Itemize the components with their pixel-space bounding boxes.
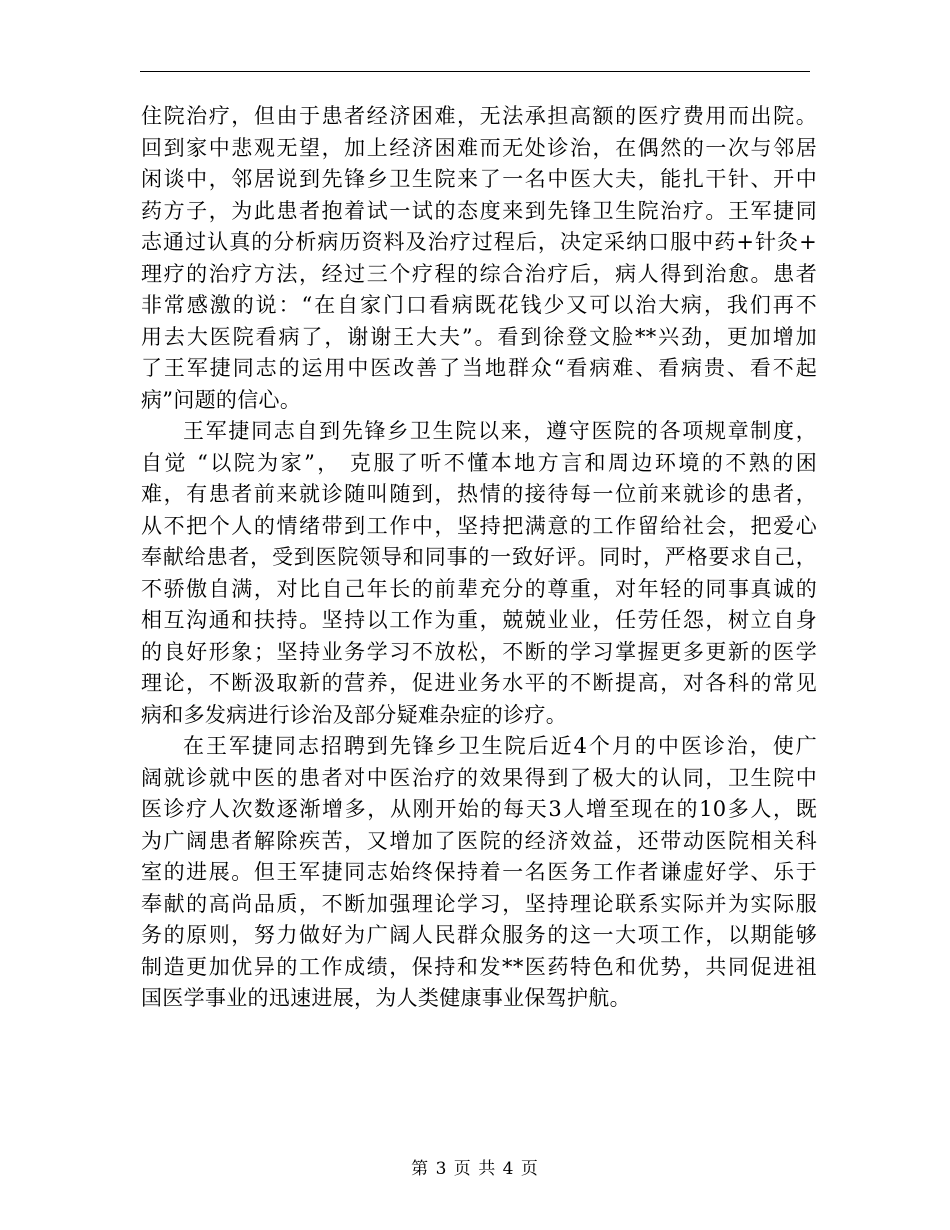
text-line: 药方子，为此患者抱着试一试的态度来到先锋卫生院治疗。王军捷同: [141, 198, 817, 223]
text-line: 自觉 “以院为家”， 克服了听不懂本地方言和周边环境的不熟的困: [141, 450, 817, 475]
text-line: 不骄傲自满，对比自己年长的前辈充分的尊重，对年轻的同事真诚的: [141, 576, 817, 601]
text-line: 在王军捷同志招聘到先锋乡卫生院后近4个月的中医诊治，使广: [183, 734, 817, 758]
text-line: 为广阔患者解除疾苦，又增加了医院的经济效益，还带动医院相关科: [141, 828, 817, 853]
text-line: 的良好形象；坚持业务学习不放松，不断的学习掌握更多更新的医学: [141, 639, 817, 664]
paragraph-2: [141, 416, 817, 731]
text-line: 务的原则，努力做好为广阔人民群众服务的这一大项工作，以期能够: [141, 923, 817, 947]
text-line: 病和多发病进行诊治及部分疑难杂症的诊疗。: [141, 702, 567, 727]
text-line: 医诊疗人次数逐渐增多，从刚开始的每天3人增至现在的10多人，既: [141, 797, 817, 821]
text-line: 病”问题的信心。: [141, 387, 302, 412]
text-line: 阔就诊就中医的患者对中医治疗的效果得到了极大的认同，卫生院中: [141, 765, 817, 790]
paragraph-3: [141, 731, 817, 1015]
text-line: 闲谈中，邻居说到先锋乡卫生院来了一名中医大夫，能扎干针、开中: [141, 167, 817, 191]
text-line: 理疗的治疗方法，经过三个疗程的综合治疗后，病人得到治愈。患者: [141, 261, 817, 286]
text-line: 奉献的高尚品质，不断加强理论学习，坚持理论联系实际并为实际服: [141, 891, 817, 916]
text-line: 了王军捷同志的运用中医改善了当地群众“看病难、看病贵、看不起: [141, 356, 817, 380]
text-line: 国医学事业的迅速进展，为人类健康事业保驾护航。: [141, 986, 631, 1010]
text-line: 制造更加优异的工作成绩，保持和发**医药特色和优势，共同促进祖: [141, 954, 817, 979]
text-line: 王军捷同志自到先锋乡卫生院以来，遵守医院的各项规章制度，: [183, 419, 817, 443]
text-line: 理论，不断汲取新的营养，促进业务水平的不断提高，对各科的常见: [141, 671, 817, 695]
text-line: 非常感激的说：“在自家门口看病既花钱少又可以治大病，我们再不: [141, 293, 817, 317]
text-line: 室的进展。但王军捷同志始终保持着一名医务工作者谦虚好学、乐于: [141, 860, 817, 884]
text-line: 奉献给患者，受到医院领导和同事的一致好评。同时，严格要求自己，: [141, 545, 817, 569]
page-number-footer: 第 3 页 共 4 页: [411, 1159, 539, 1179]
header-rule: [140, 71, 810, 72]
paragraph-1: [141, 101, 817, 416]
text-line: 难，有患者前来就诊随叫随到，热情的接待每一位前来就诊的患者，: [141, 482, 817, 506]
text-line: 相互沟通和扶持。坚持以工作为重，兢兢业业，任劳任怨，树立自身: [141, 608, 817, 632]
document-body: [141, 101, 817, 1015]
text-line: 志通过认真的分析病历资料及治疗过程后，决定采纳口服中药+针灸+: [141, 230, 817, 254]
text-line: 回到家中悲观无望，加上经济困难而无处诊治，在偶然的一次与邻居: [141, 135, 817, 160]
text-line: 用去大医院看病了，谢谢王大夫”。看到徐登文脸**兴劲，更加增加: [141, 324, 817, 349]
text-line: 从不把个人的情绪带到工作中，坚持把满意的工作留给社会，把爱心: [141, 513, 817, 538]
text-line: 住院治疗，但由于患者经济困难，无法承担高额的医疗费用而出院。: [141, 104, 817, 128]
